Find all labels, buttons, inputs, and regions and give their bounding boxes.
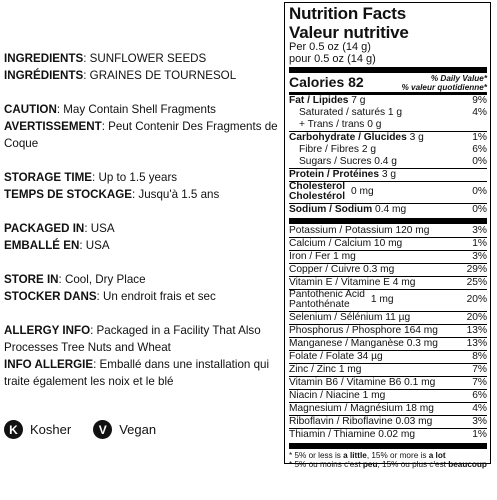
store-label-fr: STOCKER DANS [4, 290, 97, 303]
iron-row: Iron / Fer 1 mg 3% [289, 250, 487, 262]
sugars-row: Sugars / Sucres 0.4 g 0% [299, 156, 487, 167]
packaged-text: : USA [84, 222, 115, 235]
phosphorus-row: Phosphorus / Phosphore 164 mg 13% [289, 324, 487, 336]
panel-title: Nutrition Facts [289, 4, 406, 23]
storage-text: : Up to 1.5 years [92, 171, 178, 184]
cholesterol-row: Cholesterol Cholestérol 0 mg 0% [289, 181, 487, 203]
caution-text: : May Contain Shell Fragments [56, 103, 216, 116]
divider [289, 218, 487, 224]
packaged-label: PACKAGED IN [4, 222, 85, 235]
ingredients-label: INGREDIENTS [4, 52, 84, 65]
allergy-block [4, 322, 282, 390]
packaged-label-fr: EMBALLÉ EN [4, 239, 80, 252]
store-block [4, 271, 282, 305]
kosher-icon: K [4, 420, 23, 439]
allergy-label: ALLERGY INFO [4, 324, 91, 337]
riboflavin-row: Riboflavin / Riboflavine 0.03 mg 3% [289, 415, 487, 427]
packaged-text-fr: : USA [79, 239, 110, 252]
storage-label: STORAGE TIME [4, 171, 93, 184]
carbohydrate-row: Carbohydrate / Glucides 3 g 1% [289, 132, 487, 143]
product-info [4, 50, 282, 407]
vitamin-b6-row: Vitamin B6 / Vitamine B6 0.1 mg 7% [289, 376, 487, 388]
niacin-row: Niacin / Niacine 1 mg 6% [289, 389, 487, 401]
divider [289, 443, 487, 449]
kosher-badge [4, 420, 71, 439]
store-label: STORE IN [4, 273, 59, 286]
fibre-row: Fibre / Fibres 2 g 6% [299, 144, 487, 155]
certification-badges [4, 420, 178, 439]
storage-block [4, 169, 282, 203]
vegan-label: Vegan [119, 422, 157, 437]
fat-row: Fat / Lipides 7 g 9% [289, 95, 487, 106]
serving-size: Per 0.5 oz (14 g) [289, 41, 371, 53]
serving-size-fr: pour 0.5 oz (14 g) [289, 53, 376, 65]
caution-label: CAUTION [4, 103, 57, 116]
daily-value-header: % Daily Value* % valeur quotidienne* [401, 74, 487, 92]
store-text: : Cool, Dry Place [58, 273, 146, 286]
vitamin-e-row: Vitamin E / Vitamine E 4 mg 25% [289, 276, 487, 288]
store-text-fr: : Un endroit frais et sec [96, 290, 216, 303]
vegan-badge [93, 420, 156, 439]
kosher-label: Kosher [30, 422, 72, 437]
magnesium-row: Magnesium / Magnésium 18 mg 4% [289, 402, 487, 414]
footnote: * 5% or less is a little, 15% or more is a lot * 5% ou moins c'est peu, 15% ou plus c'est beaucoup [289, 450, 487, 470]
ingredients-text-fr: : GRAINES DE TOURNESOL [83, 69, 237, 82]
calories-row [289, 74, 487, 91]
selenium-row: Selenium / Sélénium 11 µg 20% [289, 311, 487, 323]
caution-block [4, 101, 282, 152]
folate-row: Folate / Folate 34 µg 8% [289, 350, 487, 362]
ingredients-block [4, 50, 282, 84]
calories-value: Calories 82 [289, 74, 364, 90]
thiamin-row: Thiamin / Thiamine 0.02 mg 1% [289, 428, 487, 440]
allergy-label-fr: INFO ALLERGIE [4, 358, 94, 371]
storage-label-fr: TEMPS DE STOCKAGE [4, 188, 132, 201]
caution-text-fr: : Peut Contenir Des Fragments de Coque [4, 120, 278, 150]
pantothenic-row: Pantothenic Acid Pantothénate 1 mg 20% [289, 288, 487, 311]
protein-row: Protein / Protéines 3 g [289, 168, 487, 181]
calcium-row: Calcium / Calcium 10 mg 1% [289, 237, 487, 249]
saturated-row: Saturated / saturés 1 g 4% [299, 107, 487, 118]
potassium-row: Potassium / Potassium 120 mg 3% [289, 224, 487, 236]
vegan-icon: V [93, 420, 112, 439]
copper-row: Copper / Cuivre 0.3 mg 29% [289, 263, 487, 275]
allergy-text: : Packaged in a Facility That Also Processes Tree Nuts and Wheat [4, 324, 261, 354]
manganese-row: Manganese / Manganèse 0.3 mg 13% [289, 337, 487, 349]
zinc-row: Zinc / Zinc 1 mg 7% [289, 363, 487, 375]
trans-row: + Trans / trans 0 g [299, 119, 382, 130]
allergy-text-fr: : Emballé dans une installation qui traite également les noix et le blé [4, 358, 270, 388]
sodium-row: Sodium / Sodium 0.4 mg 0% [289, 203, 487, 215]
storage-text-fr: : Jusqu'à 1.5 ans [131, 188, 220, 201]
panel-title-fr: Valeur nutritive [289, 23, 409, 42]
nutrition-facts-panel [284, 2, 491, 470]
divider [289, 67, 487, 73]
caution-label-fr: AVERTISSEMENT [4, 120, 102, 133]
ingredients-label-fr: INGRÉDIENTS [4, 69, 84, 82]
ingredients-text: : SUNFLOWER SEEDS [83, 52, 207, 65]
packaged-block [4, 220, 282, 254]
